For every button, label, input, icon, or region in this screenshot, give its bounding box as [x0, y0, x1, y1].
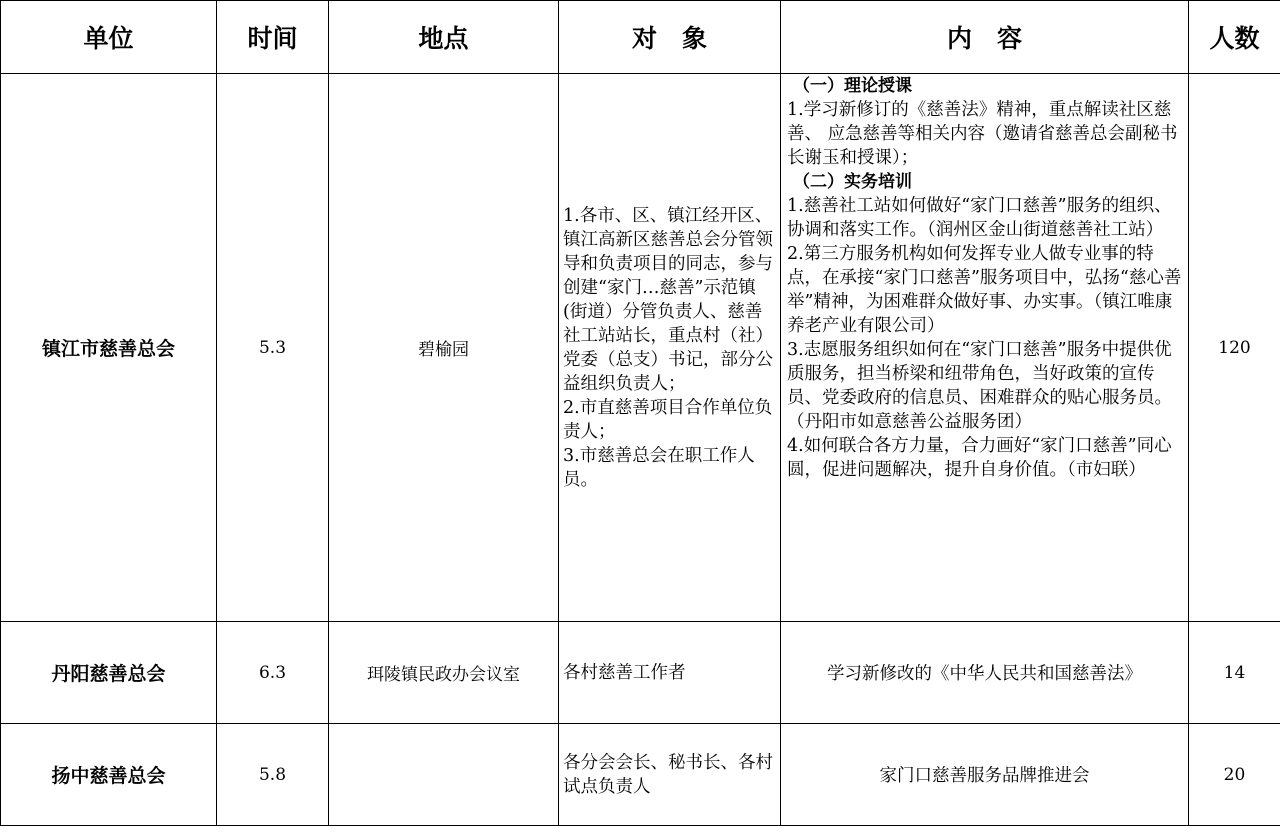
content-heading-theory: （一）理论授课 — [787, 74, 1182, 98]
content-paragraph: 3.志愿服务组织如何在“家门口慈善”服务中提供优质服务，担当桥梁和纽带角色，当好政策的宣传员、党委政府的信息员、困难群众的贴心服务员。（丹阳市如意慈善公益服务团） — [787, 338, 1182, 434]
count-cell: 14 — [1189, 622, 1280, 724]
content-paragraph: 1.慈善社工站如何做好“家门口慈善”服务的组织、协调和落实工作。（润州区金山街道慈善社工站） — [787, 194, 1182, 242]
content-heading-practice: （二）实务培训 — [787, 170, 1182, 194]
header-unit: 单位 — [1, 1, 217, 74]
place-cell: 碧榆园 — [329, 74, 559, 622]
table-row — [1, 622, 1280, 724]
content-cell: 家门口慈善服务品牌推进会 — [781, 724, 1189, 826]
header-audience: 对 象 — [559, 1, 781, 74]
count-cell: 20 — [1189, 724, 1280, 826]
table-row — [1, 74, 1280, 622]
audience-text: 1.各市、区、镇江经开区、镇江高新区慈善总会分管领导和负责项目的同志，参与创建“家门…慈善”示范镇(街道）分管负责人、慈善社工站站长，重点村（社）党委（总支）书记，部分公益组织负责人； 2.市直慈善项目合作单位负责人； 3.市慈善总会在职工作人员。 — [563, 204, 776, 492]
audience-cell: 各村慈善工作者 — [559, 622, 781, 724]
audience-cell — [559, 74, 781, 622]
unit-cell: 镇江市慈善总会 — [1, 74, 217, 622]
unit-cell: 丹阳慈善总会 — [1, 622, 217, 724]
content-cell — [781, 74, 1189, 622]
header-count: 人数 — [1189, 1, 1280, 74]
content-paragraph: 1.学习新修订的《慈善法》精神，重点解读社区慈善、 应急慈善等相关内容（邀请省慈善总会副秘书长谢玉和授课）； — [787, 98, 1182, 170]
place-cell: 珥陵镇民政办会议室 — [329, 622, 559, 724]
header-time: 时间 — [217, 1, 329, 74]
time-cell: 6.3 — [217, 622, 329, 724]
header-place: 地点 — [329, 1, 559, 74]
content-paragraph: 2.第三方服务机构如何发挥专业人做专业事的特点，在承接“家门口慈善”服务项目中，弘扬“慈心善举”精神，为困难群众做好事、办实事。（镇江唯康养老产业有限公司） — [787, 242, 1182, 338]
time-cell: 5.3 — [217, 74, 329, 622]
content-paragraph: 4.如何联合各方力量，合力画好“家门口慈善”同心圆，促进问题解决，提升自身价值。（市妇联） — [787, 434, 1182, 482]
header-row — [1, 1, 1280, 74]
audience-cell: 各分会会长、秘书长、各村试点负责人 — [559, 724, 781, 826]
count-cell: 120 — [1189, 74, 1280, 622]
time-cell: 5.8 — [217, 724, 329, 826]
header-content: 内 容 — [781, 1, 1189, 74]
unit-cell: 扬中慈善总会 — [1, 724, 217, 826]
content-cell: 学习新修改的《中华人民共和国慈善法》 — [781, 622, 1189, 724]
table-row — [1, 724, 1280, 826]
place-cell — [329, 724, 559, 826]
